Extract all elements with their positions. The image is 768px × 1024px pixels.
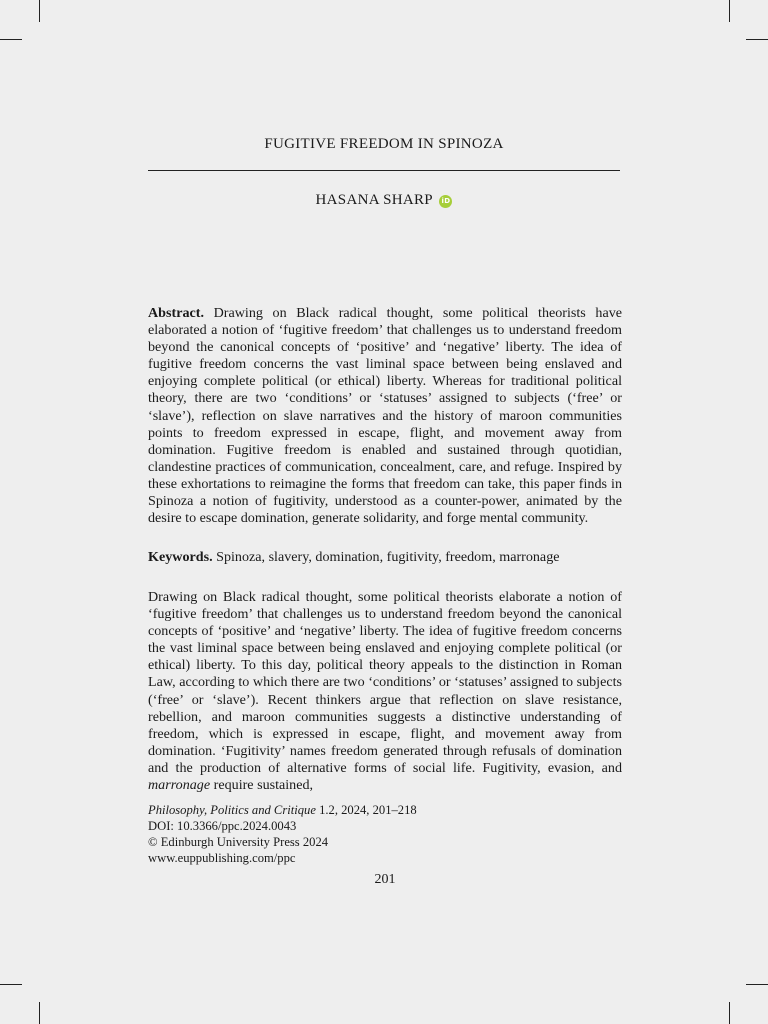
keywords-label: Keywords. xyxy=(148,549,213,565)
crop-mark-top-left xyxy=(39,0,40,22)
abstract-text: Drawing on Black radical thought, some political theorists have elaborated a notion of ‘fugitive freedom’ that challenges us to understand freedom beyond the canonical concepts of ‘positive’ and ‘negative’ liberty. The idea of fugitive freedom concerns the vast liminal space between being enslaved and enjoying complete political (or ethical) liberty. Whereas for traditional political theory, there are two ‘conditions’ or ‘statuses’ assigned to subjects (‘free’ or ‘slave’), reflection on slave narratives and the history of maroon communities points to freedom expressed in escape, flight, and movement away from domination. Fugitive freedom is enabled and sustained through quotidian, clandestine practices of communication, concealment, care, and refuge. Inspired by these exhortations to reimagine the forms that freedom can take, this paper finds in Spinoza a notion of fugitivity, understood as a counter-power, animated by the desire to escape domination, generate solidarity, and forge mental community. xyxy=(148,305,622,527)
author-line xyxy=(148,192,620,209)
author-name: HASANA SHARP xyxy=(315,192,433,208)
body-paragraph xyxy=(148,589,622,794)
keywords-text: Spinoza, slavery, domination, fugitivity, freedom, marronage xyxy=(212,549,560,565)
doi: DOI: 10.3366/ppc.2024.0043 xyxy=(148,819,297,833)
title-rule xyxy=(148,170,620,171)
publication-footer xyxy=(148,802,622,866)
crop-mark-top-right xyxy=(729,0,730,22)
journal-website: www.euppublishing.com/ppc xyxy=(148,851,296,865)
journal-name: Philosophy, Politics and Critique xyxy=(148,803,316,817)
journal-citation: 1.2, 2024, 201–218 xyxy=(315,803,417,817)
crop-mark-right-bottom xyxy=(746,984,768,985)
page-number: 201 xyxy=(374,872,396,887)
crop-mark-right-top xyxy=(746,39,768,40)
crop-mark-left-bottom xyxy=(0,984,22,985)
abstract-label: Abstract. xyxy=(148,305,204,321)
copyright: © Edinburgh University Press 2024 xyxy=(148,835,329,849)
crop-mark-bottom-left xyxy=(39,1002,40,1024)
crop-mark-bottom-right xyxy=(729,1002,730,1024)
crop-mark-left-top xyxy=(0,39,22,40)
body-italic-term: marronage xyxy=(148,777,211,794)
orcid-icon[interactable]: iD xyxy=(439,195,452,208)
article-title: FUGITIVE FREEDOM IN SPINOZA xyxy=(264,136,504,152)
body-text-1: Drawing on Black radical thought, some political theorists elaborate a notion of ‘fugitive freedom’ that challenges us to understand freedom beyond the canonical concepts of ‘positive’ and ‘negative’ liberty. The idea of fugitive freedom concerns the vast liminal space between being enslaved and enjoying complete political (or ethical) liberty. To this day, political theory appeals to the distinction in Roman Law, according to which there are two ‘conditions’ or ‘statuses’ assigned to subjects (‘free’ or ‘slave’). Recent thinkers argue that reflection on slave resistance, rebellion, and maroon communities suggests a distinctive understanding of freedom, which is expressed in escape, flight, and movement away from domination. ‘Fugitivity’ names freedom generated through refusals of domination and the production of alternative forms of social life. Fugitivity, evasion, and xyxy=(148,589,622,776)
keywords xyxy=(148,549,622,566)
body-text-2: require sustained, xyxy=(210,777,314,794)
abstract xyxy=(148,305,622,527)
